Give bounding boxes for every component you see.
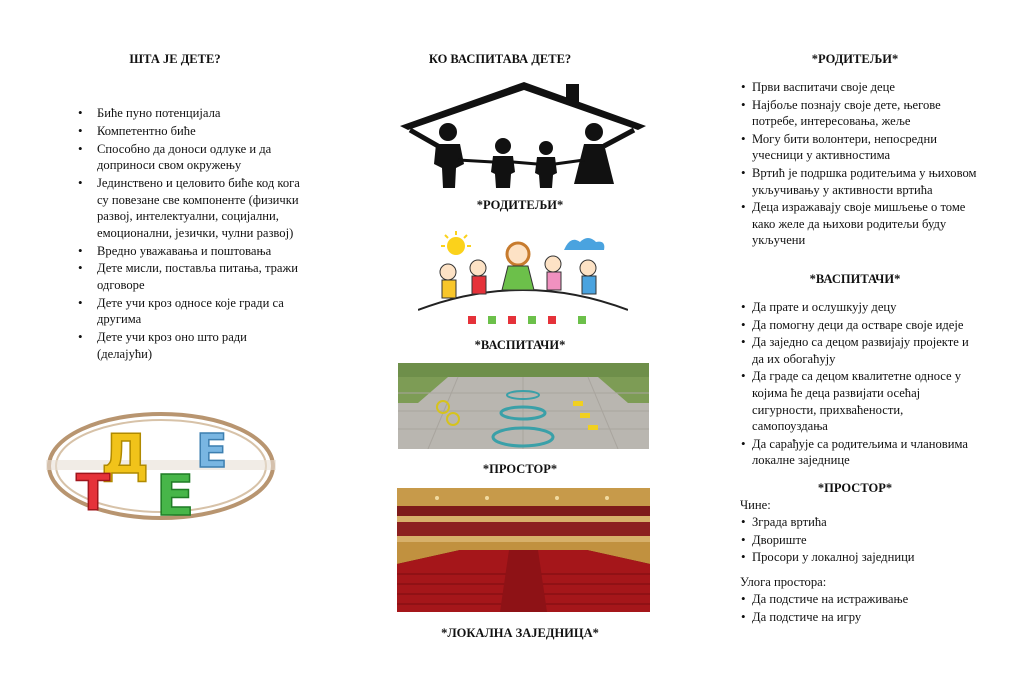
list-item: • Дете учи кроз односе које гради са другима bbox=[75, 295, 300, 328]
list-item: • Да сарађује са родитељима и члановима локалне заједнице bbox=[740, 436, 980, 469]
list-item: • Компетентно биће bbox=[75, 123, 300, 140]
list-item: • Јединствено и целовито биће код кога су повезане све компоненте (физички развој, интелектуални, социјални, емоционални, језички, чулни развој) bbox=[75, 175, 300, 241]
list-item: • Најбоље познају своје дете, његове потребе, интересовања, жеље bbox=[740, 97, 980, 130]
list-item: • Зграда вртића bbox=[740, 514, 980, 531]
list-item: • Двориште bbox=[740, 532, 980, 549]
family-house-image bbox=[398, 80, 648, 192]
list-item: • Дете мисли, поставља питања, тражи одговоре bbox=[75, 260, 300, 293]
logo-letter: Д bbox=[101, 423, 150, 486]
space-role-label: Улога простора: bbox=[740, 575, 827, 589]
caption-parents: *РОДИТЕЉИ* bbox=[476, 198, 564, 212]
list-item: • Први васпитачи своје деце bbox=[740, 79, 980, 96]
space-intro: Чине: bbox=[740, 498, 771, 512]
list-item: • Да подстиче на истраживање bbox=[740, 591, 980, 608]
list-item: • Деца изражавају своје мишљење о томе како желе да њихови родитељи буду укључени bbox=[740, 199, 980, 249]
list-item: • Биће пуно потенцијала bbox=[75, 105, 300, 122]
teachers-heading: *ВАСПИТАЧИ* bbox=[809, 272, 901, 286]
space-heading: *ПРОСТОР* bbox=[817, 481, 893, 495]
theater-image bbox=[397, 488, 650, 612]
list-item: • Да помогну деци да остваре своје идеје bbox=[740, 317, 980, 334]
list-item: • Да подстиче на игру bbox=[740, 609, 980, 626]
caption-space: *ПРОСТОР* bbox=[482, 462, 558, 476]
list-item: • Да граде са децом квалитетне односе у којима ће деца развијати осећај сигурности, прихваћености, самопоуздања bbox=[740, 368, 980, 434]
parents-heading: *РОДИТЕЉИ* bbox=[811, 52, 899, 66]
teachers-list bbox=[740, 299, 980, 470]
logo-letter: Т bbox=[76, 464, 111, 522]
list-item: • Могу бити волонтери, непосредни учесници у активностима bbox=[740, 131, 980, 164]
list-item: • Да прате и ослушкују децу bbox=[740, 299, 980, 316]
child-list bbox=[75, 105, 300, 363]
dete-logo bbox=[36, 405, 286, 527]
list-item: • Вртић је подршка родитељима у њиховом укључивању у активности вртића bbox=[740, 165, 980, 198]
caption-community: *ЛОКАЛНА ЗАЈЕДНИЦА* bbox=[441, 626, 599, 640]
logo-letter: Е bbox=[196, 424, 228, 478]
list-item: • Просори у локалној заједници bbox=[740, 549, 980, 566]
list-item: • Способно да доноси одлуке и да доприноси свом окружењу bbox=[75, 141, 300, 174]
who-raises-heading: КО ВАСПИТАВА ДЕТЕ? bbox=[428, 52, 572, 66]
playground-image bbox=[398, 363, 649, 449]
logo-letter: Е bbox=[156, 464, 195, 527]
caption-teachers: *ВАСПИТАЧИ* bbox=[474, 338, 566, 352]
list-item: • Вредно уважавања и поштовања bbox=[75, 243, 300, 260]
list-item: • Да заједно са децом развијају пројекте и да их обогаћују bbox=[740, 334, 980, 367]
parents-list bbox=[740, 79, 980, 250]
children-drawing-image bbox=[418, 230, 628, 326]
list-item: • Дете учи кроз оно што ради (делајући) bbox=[75, 329, 300, 362]
space-role-list bbox=[740, 591, 980, 626]
what-is-child-heading: ШТА ЈЕ ДЕТЕ? bbox=[129, 52, 221, 66]
space-list bbox=[740, 514, 980, 567]
